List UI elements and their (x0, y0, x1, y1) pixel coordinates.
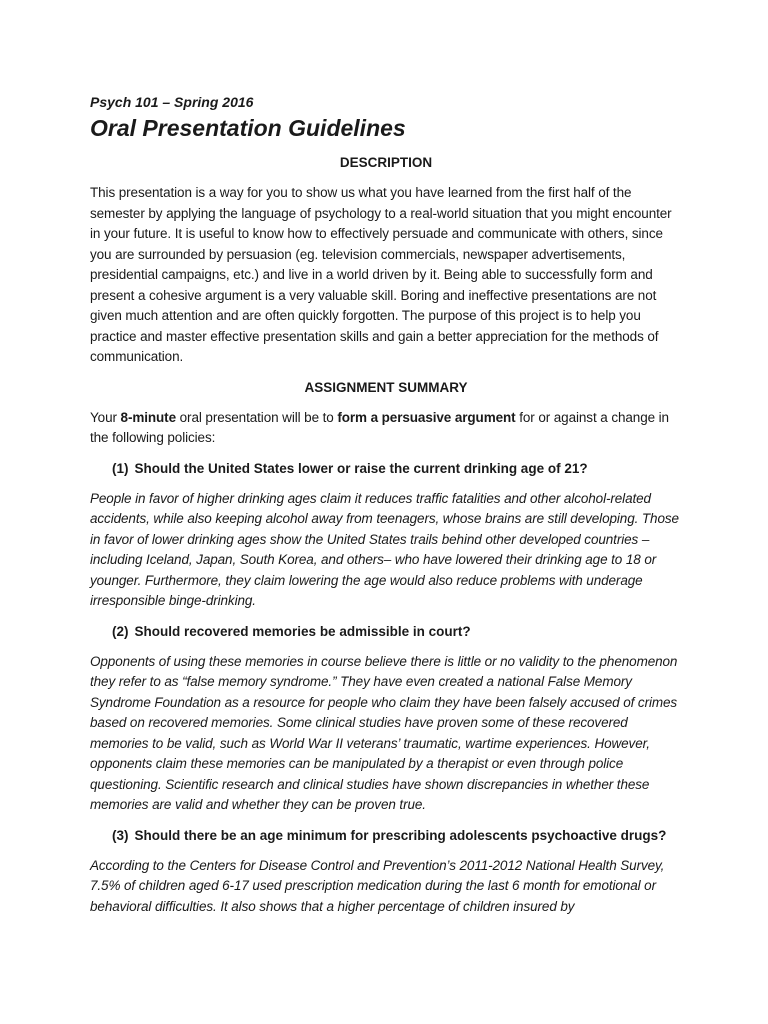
summary-task: form a persuasive argument (337, 409, 516, 425)
summary-intro-text: Your (90, 409, 121, 425)
assignment-summary-heading: ASSIGNMENT SUMMARY (304, 379, 468, 395)
question-1-body: People in favor of higher drinking ages claim it reduces traffic fatalities and other alcohol-related accidents, while also keeping alcohol away from teenagers, whose brains are still developing. Those in favor of lower drinking ages show the United States trails behind other developed countries –including Iceland, Japan, South Korea, and others– who have lowered their drinking age to 18 or younger. Furthermore, they claim lowering the age would also reduce problems with underage irresponsible binge-drinking. (90, 490, 679, 608)
policy-question-3 (90, 826, 682, 846)
question-number: (3) (112, 827, 129, 843)
question-text: Should the United States lower or raise the current drinking age of 21? (134, 460, 588, 476)
assignment-summary-paragraph (90, 408, 682, 449)
question-number: (2) (112, 623, 129, 639)
course-label: Psych 101 – Spring 2016 (90, 94, 254, 110)
policy-question-1 (90, 459, 682, 479)
document-page (90, 94, 682, 917)
policy-question-2 (90, 622, 682, 642)
summary-intro-text: for or against a change in the following policies: (90, 409, 669, 445)
question-text: Should there be an age minimum for prescribing adolescents psychoactive drugs? (134, 827, 667, 843)
question-2-body: Opponents of using these memories in course believe there is little or no validity to the phenomenon they refer to as “false memory syndrome.” They have even created a national False Memory Syndrome Foundation as a resource for people who claim they have been falsely accused of crimes based on recovered memories. Some clinical studies have proven some of these recovered memories to be valid, such as World War II veterans’ traumatic, wartime experiences. However, opponents claim these memories can be manipulated by a therapist or even through police questioning. Scientific research and clinical studies have shown discrepancies in whether these memories are valid and whether they can be proven true. (90, 653, 678, 812)
description-paragraph: This presentation is a way for you to show us what you have learned from the first half of the semester by applying the language of psychology to a real-world situation that you might encounter in your future. It is useful to know how to effectively persuade and communicate with others, since you are surrounded by persuasion (eg. television commercials, newspaper advertisements, presidential campaigns, etc.) and live in a world driven by it. Being able to successfully form and present a cohesive argument is a very valuable skill. Boring and ineffective presentations are not given much attention and are often quickly forgotten. The purpose of this project is to help you practice and master effective presentation skills and gain a better appreciation for the methods of communication. (90, 185, 672, 364)
question-number: (1) (112, 460, 129, 476)
question-3-body: According to the Centers for Disease Control and Prevention’s 2011-2012 National Health Survey, 7.5% of children aged 6-17 used prescription medication during the last 6 month for emotional or behavioral difficulties. It also shows that a higher percentage of children insured by (90, 857, 665, 914)
question-text: Should recovered memories be admissible in court? (134, 623, 471, 639)
summary-intro-text: oral presentation will be to (176, 409, 338, 425)
summary-duration: 8-minute (120, 409, 176, 425)
description-heading: DESCRIPTION (339, 155, 433, 170)
document-title: Oral Presentation Guidelines (90, 115, 406, 141)
